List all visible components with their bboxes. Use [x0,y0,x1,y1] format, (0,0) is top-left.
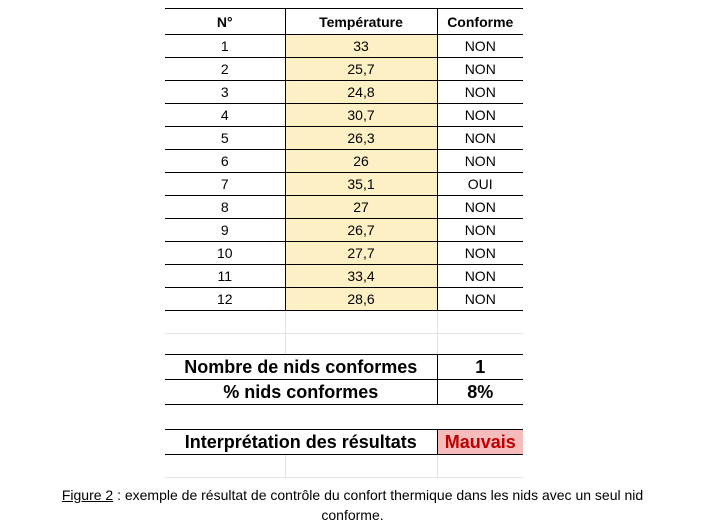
caption-text-line2: conforme. [321,507,384,523]
nest-number-cell: 5 [165,127,285,150]
compliant-cell: NON [437,242,523,265]
temperature-cell: 24,8 [285,81,437,104]
table-row [165,104,523,127]
interpretation-value: Mauvais [437,430,523,455]
temperature-cell: 27 [285,196,437,219]
figure-reference: Figure 2 [61,487,114,503]
blank-row [165,455,523,478]
compliant-cell: NON [437,196,523,219]
table-row [165,288,523,311]
temperature-cell: 26,7 [285,219,437,242]
header-number: N° [165,9,285,35]
temperature-cell: 26,3 [285,127,437,150]
temperature-cell: 35,1 [285,173,437,196]
temperature-cell: 26 [285,150,437,173]
temperature-cell: 27,7 [285,242,437,265]
interpretation-row [165,430,523,455]
compliant-cell: OUI [437,173,523,196]
nest-number-cell: 4 [165,104,285,127]
table-row [165,196,523,219]
nest-number-cell: 11 [165,265,285,288]
caption-text-line1: : exemple de résultat de contrôle du confort thermique dans les nids avec un seul nid [113,487,644,503]
nest-number-cell: 12 [165,288,285,311]
summary-table [165,354,523,405]
temperature-cell: 30,7 [285,104,437,127]
interpretation-table [165,429,523,455]
spreadsheet-area [165,8,523,478]
nest-temperature-table [165,8,523,311]
compliant-cell: NON [437,127,523,150]
table-row [165,219,523,242]
table-row [165,127,523,150]
table-row [165,35,523,58]
table-row [165,265,523,288]
nest-number-cell: 9 [165,219,285,242]
header-compliant: Conforme [437,9,523,35]
compliant-cell: NON [437,35,523,58]
nest-number-cell: 10 [165,242,285,265]
header-temperature: Température [285,9,437,35]
table-row [165,58,523,81]
compliant-cell: NON [437,265,523,288]
table-row [165,150,523,173]
table-row [165,242,523,265]
nest-number-cell: 8 [165,196,285,219]
temperature-cell: 33 [285,35,437,58]
compliant-cell: NON [437,58,523,81]
compliant-cell: NON [437,81,523,104]
temperature-cell: 25,7 [285,58,437,81]
nest-number-cell: 1 [165,35,285,58]
table-row [165,81,523,104]
compliant-count-value: 1 [437,355,523,380]
temperature-cell: 33,4 [285,265,437,288]
nest-number-cell: 6 [165,150,285,173]
compliant-percent-label: % nids conformes [165,380,437,405]
nest-number-cell: 2 [165,58,285,81]
nest-number-cell: 3 [165,81,285,104]
table-row [165,173,523,196]
temperature-cell: 28,6 [285,288,437,311]
table-header-row [165,9,523,35]
compliant-percent-value: 8% [437,380,523,405]
blank-row [165,311,523,334]
compliant-count-label: Nombre de nids conformes [165,355,437,380]
compliant-cell: NON [437,150,523,173]
summary-row-percent [165,380,523,405]
compliant-cell: NON [437,104,523,127]
figure-caption [0,485,705,525]
blank-row [165,334,523,354]
compliant-cell: NON [437,288,523,311]
compliant-cell: NON [437,219,523,242]
interpretation-label: Interprétation des résultats [165,430,437,455]
summary-row-count [165,355,523,380]
nest-number-cell: 7 [165,173,285,196]
